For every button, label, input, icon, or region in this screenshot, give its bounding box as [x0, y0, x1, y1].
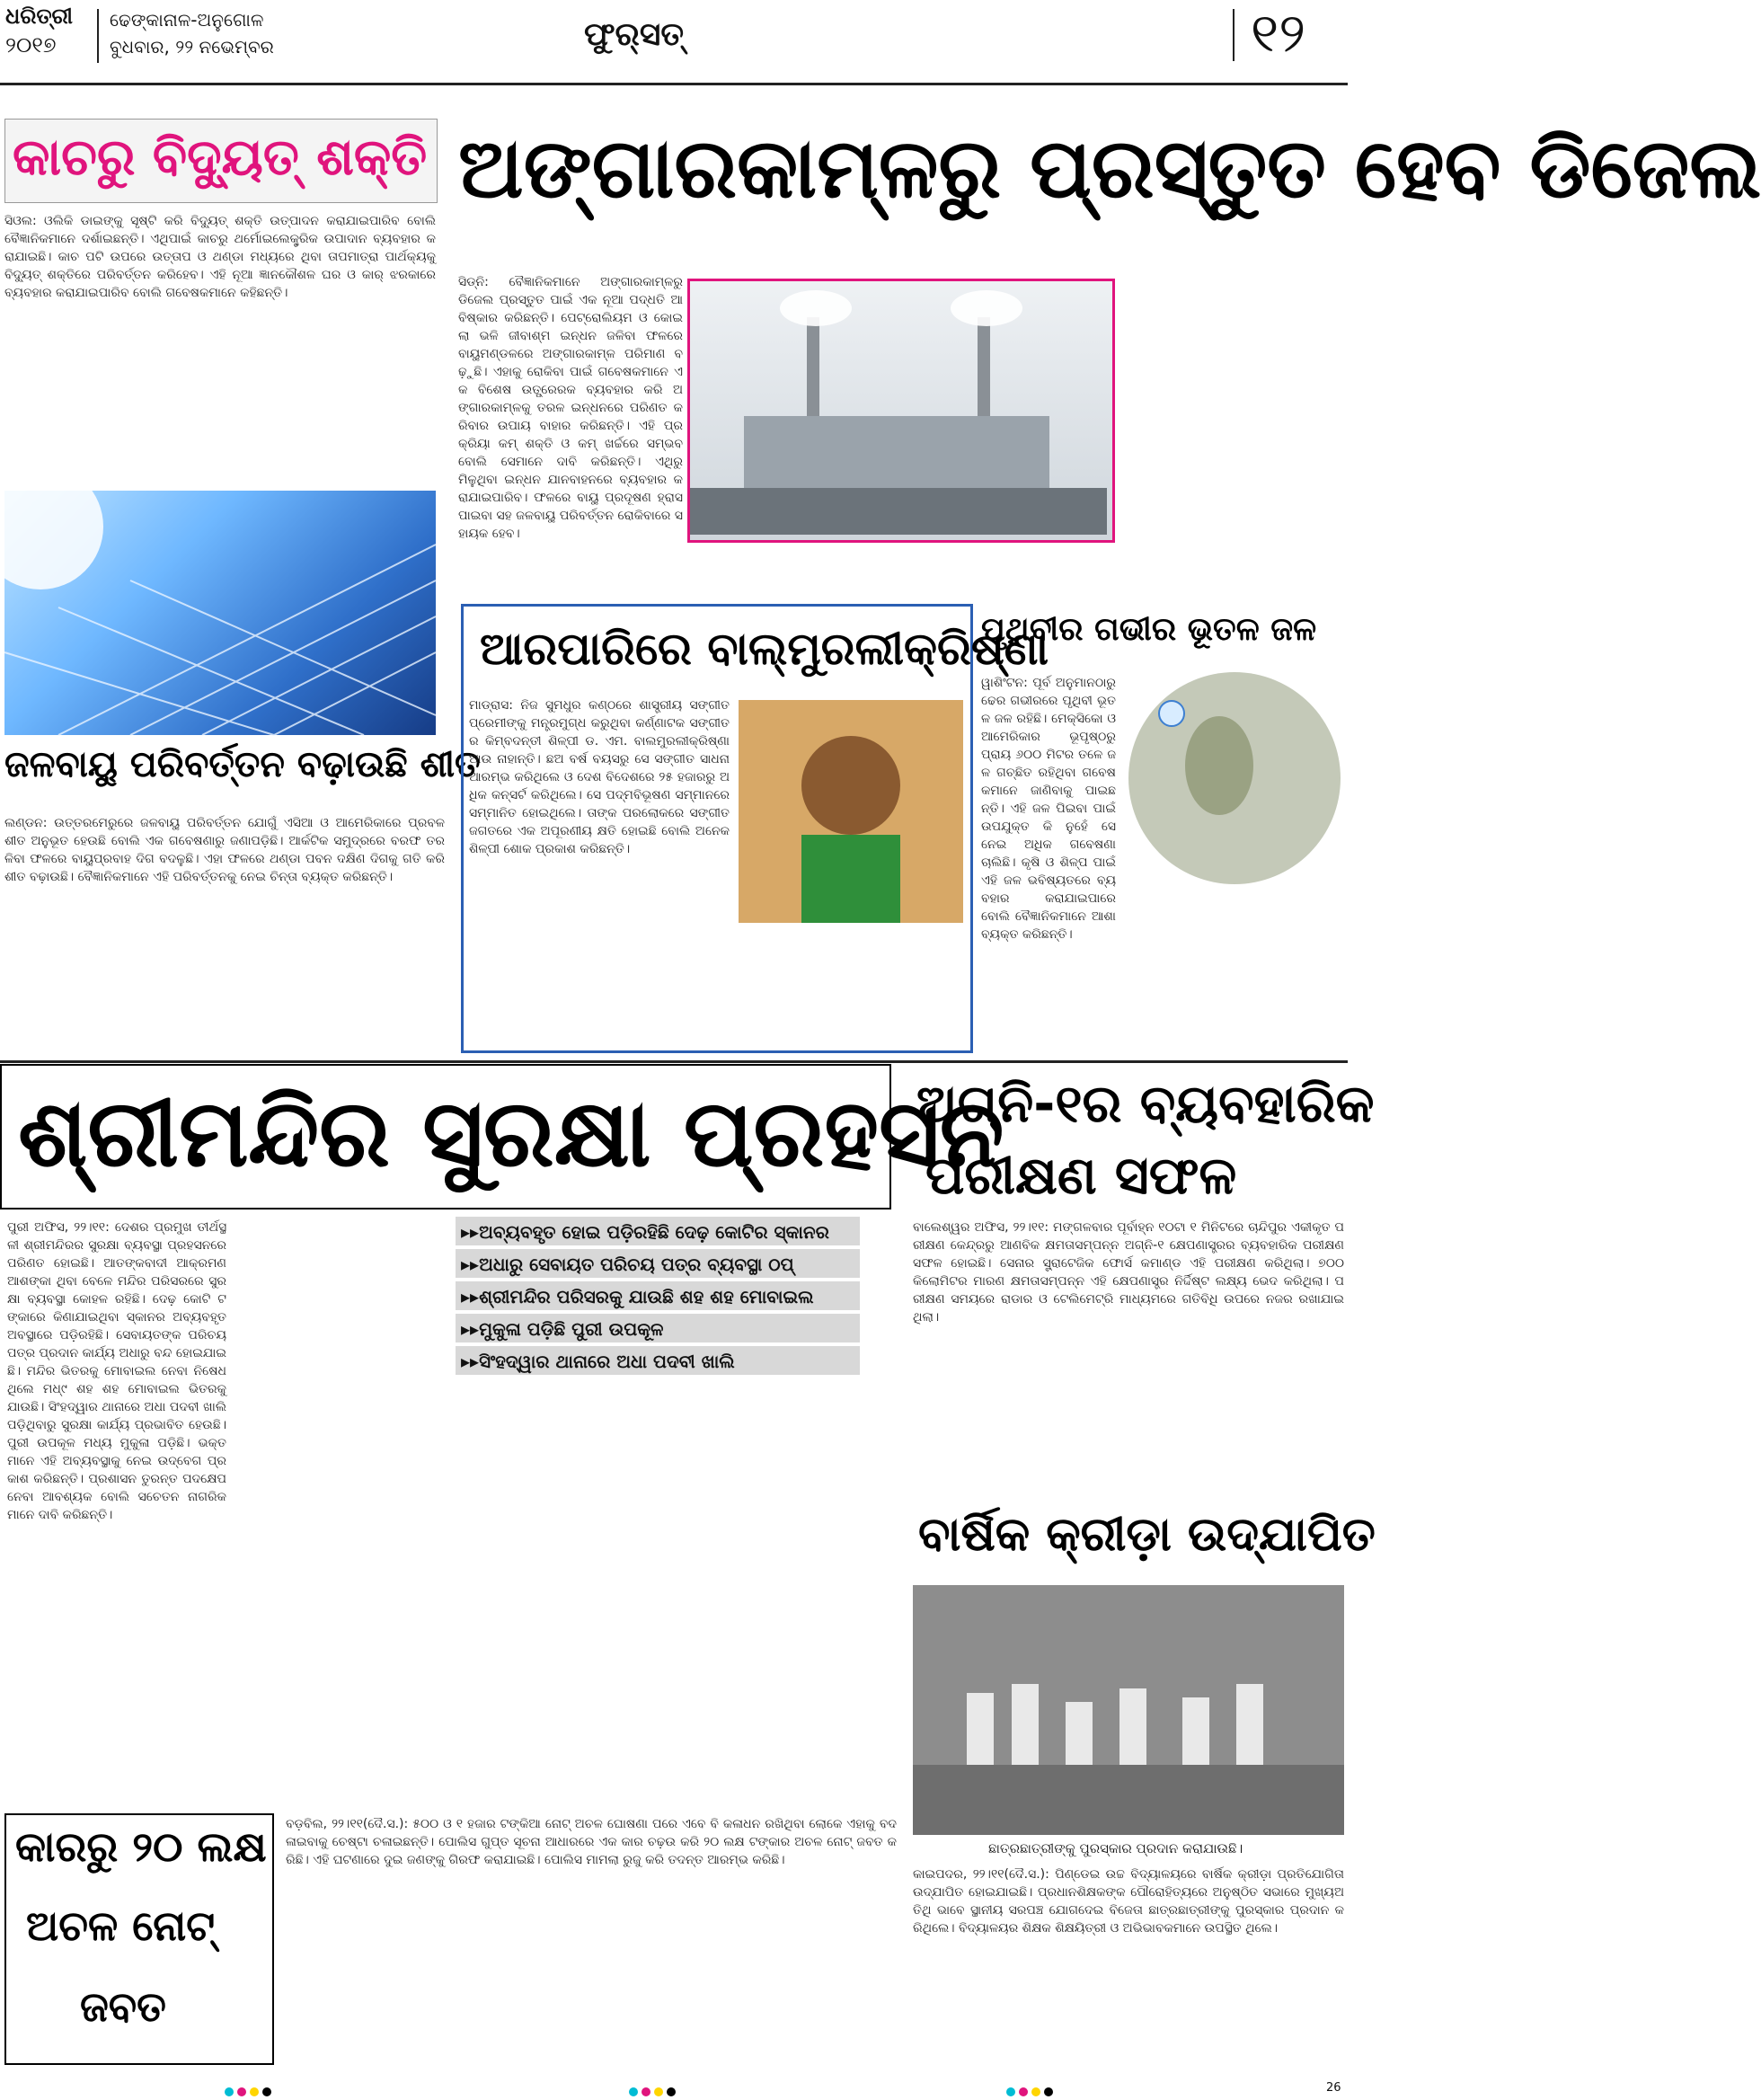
- article-agni: [907, 1064, 1375, 1513]
- article-body-col-3: [460, 1387, 667, 1794]
- article-body: ବାଲେଶ୍ୱର ଅଫିସ, ୨୨।୧୧: ମଙ୍ଗଳବାର ପୂର୍ବାହ୍ନ ୧୦ଟା ୧ ମିନିଟରେ ଚାନ୍ଦିପୁର ଏକୀକୃତ ପରୀକ୍ଷଣ କେନ୍ଦ୍ରରୁ ଆଣବିକ କ୍ଷମତାସମ୍ପନ୍ନ ଅଗ୍ନି-୧ କ୍ଷେପଣାସ୍ତ୍ରର ବ୍ୟବହାରିକ ପରୀକ୍ଷଣ ସଫଳ ହୋଇଛି। ସେନାର ସ୍ଟ୍ରାଟେଜିକ ଫୋର୍ସ କମାଣ୍ଡ ଏହି ପରୀକ୍ଷଣ କରିଥିଲା। ୭୦୦ କିଲୋମିଟର ମାରଣ କ୍ଷମତାସମ୍ପନ୍ନ ଏହି କ୍ଷେପଣାସ୍ତ୍ର ନିର୍ଦ୍ଦିଷ୍ଟ ଲକ୍ଷ୍ୟ ଭେଦ କରିଥିଲା। ପରୀକ୍ଷଣ ସମୟରେ ରାଡାର ଓ ଟେଲିମେଟ୍ରି ମାଧ୍ୟମରେ ଗତିବିଧି ଉପରେ ନଜର ରଖାଯାଇଥିଲା।: [913, 1220, 1344, 1325]
- headline-line-2: ଅଚଳ ନୋଟ୍: [26, 1901, 216, 1950]
- article-body-col-1: ସିଡ୍‌ନି: ବୈଜ୍ଞାନିକମାନେ ଅଙ୍ଗାରକାମ୍ଳରୁ ଡିଜେଲ ପ୍ରସ୍ତୁତ ପାଇଁ ଏକ ନୂଆ ପଦ୍ଧତି ଆବିଷ୍କାର କରିଛନ୍ତି। ପେଟ୍ରୋଲିୟମ ଓ କୋଇଲା ଭଳି ଜୀବାଶ୍ମ ଇନ୍ଧନ ଜଳିବା ଫଳରେ ବାୟୁମଣ୍ଡଳରେ ଅଙ୍ଗାରକାମ୍ଳ ପରିମାଣ ବଢ଼ୁଛି। ଏହାକୁ ରୋକିବା ପାଇଁ ଗବେଷକମାନେ ଏକ ବିଶେଷ ଉତ୍ପ୍ରେରକ ବ୍ୟବହାର କରି ଅଙ୍ଗାରକାମ୍ଳକୁ ତରଳ ଇନ୍ଧନରେ ପରିଣତ କରିବାର ଉପାୟ ବାହାର କରିଛନ୍ତି। ଏହି ପ୍ରକ୍ରିୟା କମ୍ ଶକ୍ତି ଓ କମ୍ ଖର୍ଚ୍ଚରେ ସମ୍ଭବ ବୋଲି ସେମାନେ ଦାବି କରିଛନ୍ତି। ଏଥିରୁ ମିଳୁଥିବା ଇନ୍ଧନ ଯାନବାହନରେ ବ୍ୟବହାର କରାଯାଇପାରିବ। ଫଳରେ ବାୟୁ ପ୍ରଦୂଷଣ ହ୍ରାସ ପାଇବା ସହ ଜଳବାୟୁ ପରିବର୍ତ୍ତନ ରୋକିବାରେ ସହାୟକ ହେବ।: [458, 275, 683, 541]
- headline: ବାର୍ଷିକ କ୍ରୀଡ଼ା ଉଦ୍‌ଯାପିତ: [918, 1508, 1376, 1562]
- article-body-col-1: ପୁରୀ ଅଫିସ, ୨୨।୧୧: ଦେଶର ପ୍ରମୁଖ ତୀର୍ଥସ୍ଥଳୀ ଶ୍ରୀମନ୍ଦିରର ସୁରକ୍ଷା ବ୍ୟବସ୍ଥା ପ୍ରହସନରେ ପରିଣତ ହୋଇଛି। ଆତଙ୍କବାଦୀ ଆକ୍ରମଣ ଆଶଙ୍କା ଥିବା ବେଳେ ମନ୍ଦିର ପରିସରରେ ସୁରକ୍ଷା ବ୍ୟବସ୍ଥା କୋହଳ ରହିଛି। ଦେଢ଼ କୋଟି ଟଙ୍କାରେ କିଣାଯାଇଥିବା ସ୍କାନର ଅବ୍ୟବହୃତ ଅବସ୍ଥାରେ ପଡ଼ିରହିଛି। ସେବାୟତଙ୍କ ପରିଚୟ ପତ୍ର ପ୍ରଦାନ କାର୍ଯ୍ୟ ଅଧାରୁ ବନ୍ଦ ହୋଇଯାଇଛି। ମନ୍ଦିର ଭିତରକୁ ମୋବାଇଲ ନେବା ନିଷେଧ ଥିଲେ ମଧ୍୯ ଶହ ଶହ ମୋବାଇଲ ଭିତରକୁ ଯାଉଛି। ସିଂହଦ୍ୱାର ଥାନାରେ ଅଧା ପଦବୀ ଖାଲି ପଡ଼ିଥିବାରୁ ସୁରକ୍ଷା କାର୍ଯ୍ୟ ପ୍ରଭାବିତ ହେଉଛି। ପୁରୀ ଉପକୂଳ ମଧ୍ୟ ମୁକୁଳା ପଡ଼ିଛି। ଭକ୍ତମାନେ ଏହି ଅବ୍ୟବସ୍ଥାକୁ ନେଇ ଉଦ୍‌ବେଗ ପ୍ରକାଶ କରିଛନ୍ତି। ପ୍ରଶାସନ ତୁରନ୍ତ ପଦକ୍ଷେପ ନେବା ଆବଶ୍ୟକ ବୋଲି ସଚେତନ ନାଗରିକମାନେ ଦାବି କରିଛନ୍ତି।: [7, 1220, 226, 1522]
- masthead: [0, 0, 1348, 85]
- headline-line-3: ଜବତ: [80, 1982, 166, 2031]
- headline-box: [0, 1064, 1004, 1209]
- section-divider: [0, 1060, 1348, 1063]
- article-body-col-2: [687, 543, 1110, 606]
- headline: ଶ୍ରୀମନ୍ଦିର ସୁରକ୍ଷା ପ୍ରହସନ: [18, 1078, 1004, 1188]
- page-number: ୧୨: [1251, 2, 1306, 65]
- earth-graphic: [1125, 667, 1344, 890]
- sports-photo: [913, 1585, 1344, 1835]
- headline-line-2: ପରୀକ୍ଷଣ ସଫଳ: [925, 1145, 1237, 1206]
- portrait-graphic: [739, 700, 963, 923]
- power-plant-graphic: [690, 281, 1107, 535]
- article-body: କାଇପଦର, ୨୨।୧୧(ଦୈ.ସ.): ପିଣ୍ଡେଇ ଉଚ୍ଚ ବିଦ୍ୟାଳୟରେ ବାର୍ଷିକ କ୍ରୀଡ଼ା ପ୍ରତିଯୋଗିତା ଉଦ୍‌ଯାପିତ ହୋଇଯାଇଛି। ପ୍ରଧାନଶିକ୍ଷକଙ୍କ ପୌରୋହିତ୍ୟରେ ଅନୁଷ୍ଠିତ ସଭାରେ ମୁଖ୍ୟଅତିଥି ଭାବେ ସ୍ଥାନୀୟ ସରପଞ୍ଚ ଯୋଗଦେଇ ବିଜେତା ଛାତ୍ରଛାତ୍ରୀଙ୍କୁ ପୁରସ୍କାର ପ୍ରଦାନ କରିଥିଲେ। ବିଦ୍ୟାଳୟର ଶିକ୍ଷକ ଶିକ୍ଷୟିତ୍ରୀ ଓ ଅଭିଭାବକମାନେ ଉପସ୍ଥିତ ଥିଲେ।: [913, 1867, 1344, 1936]
- article-groundwater: [981, 604, 1348, 1053]
- headline: ଜଳବାୟୁ ପରିବର୍ତ୍ତନ ବଢ଼ାଉଛି ଶୀତ: [4, 744, 481, 785]
- article-body: ବଡ଼ବିଲ, ୨୨।୧୧(ଦୈ.ସ.): ୫୦୦ ଓ ୧ ହଜାର ଟଙ୍କିଆ ନୋଟ୍ ଅଚଳ ଘୋଷଣା ପରେ ଏବେ ବି କଳାଧନ ରଖିଥିବା ଲୋକେ ଏହାକୁ ବଦଳାଇବାକୁ ଚେଷ୍ଟା ଚଳାଇଛନ୍ତି। ପୋଲିସ ଗୁପ୍ତ ସୂଚନା ଆଧାରରେ ଏକ କାର ଚଢ଼ଉ କରି ୨୦ ଲକ୍ଷ ଟଙ୍କାର ଅଚଳ ନୋଟ୍ ଜବତ କରିଛି। ଏହି ଘଟଣାରେ ଦୁଇ ଜଣଙ୍କୁ ଗିରଫ କରାଯାଇଛି। ପୋଲିସ ମାମଲା ରୁଜୁ କରି ତଦନ୍ତ ଆରମ୍ଭ କରିଛି।: [286, 1817, 897, 1867]
- headline-box: [4, 119, 438, 203]
- section-title: ଫୁର୍‌ସତ୍‌: [584, 16, 684, 53]
- double-chevron-icon: ▸▸: [461, 1351, 480, 1372]
- double-chevron-icon: ▸▸: [461, 1318, 480, 1340]
- bullet-3: ▸▸ଶ୍ରୀମନ୍ଦିର ପରିସରକୁ ଯାଉଛି ଶହ ଶହ ମୋବାଇଲ: [456, 1281, 860, 1312]
- year: ୨୦୧୭: [5, 32, 57, 58]
- solar-panel-photo: [4, 491, 436, 735]
- solar-panel-graphic: [4, 491, 436, 735]
- double-chevron-icon: ▸▸: [461, 1286, 480, 1307]
- article-body-col-2: [235, 1218, 451, 1794]
- article-power-from-glass: [0, 119, 440, 735]
- bullet-4: ▸▸ମୁକୁଳା ପଡ଼ିଛି ପୁରୀ ଉପକୂଳ: [456, 1314, 860, 1344]
- headline: କାଚରୁ ବିଦ୍ୟୁତ୍ ଶକ୍ତି: [13, 128, 428, 187]
- article-diesel-from-coal: [449, 119, 1761, 618]
- headline-line-1: କାରରୁ ୨୦ ଲକ୍ଷ: [15, 1822, 267, 1871]
- headline: ପୃଥିବୀର ଗଭୀର ଭୂତଳ ଜଳ: [981, 611, 1317, 648]
- article-body: ମାଡ୍ରାସ: ନିଜ ସୁମଧୁର କଣ୍ଠରେ ଶାସ୍ତ୍ରୀୟ ସଙ୍ଗୀତ ପ୍ରେମୀଙ୍କୁ ମନ୍ତ୍ରମୁଗ୍ଧ କରୁଥିବା କର୍ଣ୍ଣାଟକ ସଙ୍ଗୀତର କିମ୍ବଦନ୍ତୀ ଶିଳ୍ପୀ ଡ. ଏମ. ବାଲମୁରଲୀକ୍ରିଷ୍ଣା ଆଉ ନାହାନ୍ତି। ଛଅ ବର୍ଷ ବୟସରୁ ସେ ସଙ୍ଗୀତ ସାଧନା ଆରମ୍ଭ କରିଥିଲେ ଓ ଦେଶ ବିଦେଶରେ ୨୫ ହଜାରରୁ ଅଧିକ କନ୍‌ସର୍ଟ କରିଥିଲେ। ସେ ପଦ୍ମବିଭୂଷଣ ସମ୍ମାନରେ ସମ୍ମାନିତ ହୋଇଥିଲେ। ତାଙ୍କ ପରଲୋକରେ ସଙ୍ଗୀତ ଜଗତରେ ଏକ ଅପୂରଣୀୟ କ୍ଷତି ହୋଇଛି ବୋଲି ଅନେକ ଶିଳ୍ପୀ ଶୋକ ପ୍ରକାଶ କରିଛନ୍ତି।: [469, 698, 730, 856]
- article-body-col-4: [676, 1387, 896, 1794]
- headline: ଅଙ୍ଗାରକାମ୍ଳରୁ ପ୍ରସ୍ତୁତ ହେବ ଡିଜେଲ: [458, 120, 1761, 217]
- registration-marks: [225, 2083, 275, 2100]
- double-chevron-icon: ▸▸: [461, 1221, 480, 1243]
- earth-photo: [1125, 667, 1344, 890]
- article-body-col-1: ୱାଶିଂଟନ: ପୂର୍ବ ଅନୁମାନଠାରୁ ଢେର ଗଭୀରରେ ପୃଥିବୀ ଭୂତଳ ଜଳ ରହିଛି। ମେକ୍ସିକୋ ଓ ଆମେରିକାର ଭୂପୃଷ୍ଠରୁ ପ୍ରାୟ ୬୦୦ ମିଟର ତଳେ ଜଳ ଗଚ୍ଛିତ ରହିଥିବା ଗବେଷକମାନେ ଜାଣିବାକୁ ପାଇଛନ୍ତି। ଏହି ଜଳ ପିଇବା ପାଇଁ ଉପଯୁକ୍ତ କି ନୁହେଁ ସେ ନେଇ ଅଧିକ ଗବେଷଣା ଚାଲିଛି। କୃଷି ଓ ଶିଳ୍ପ ପାଇଁ ଏହି ଜଳ ଭବିଷ୍ୟତରେ ବ୍ୟବହାର କରାଯାଇପାରେ ବୋଲି ବୈଜ୍ଞାନିକମାନେ ଆଶା ବ୍ୟକ୍ତ କରିଛନ୍ତି।: [981, 676, 1116, 942]
- double-chevron-icon: ▸▸: [461, 1254, 480, 1275]
- article-body: ଲଣ୍ଡନ: ଉତ୍ତରମେରୁରେ ଜଳବାୟୁ ପରିବର୍ତ୍ତନ ଯୋଗୁଁ ଏସିଆ ଓ ଆମେରିକାରେ ପ୍ରବଳ ଶୀତ ଅନୁଭୂତ ହେଉଛି ବୋଲି ଏକ ଗବେଷଣାରୁ ଜଣାପଡ଼ିଛି। ଆର୍କଟିକ ସମୁଦ୍ରରେ ବରଫ ତରଳିବା ଫଳରେ ବାୟୁପ୍ରବାହ ଦିଗ ବଦଳୁଛି। ଏହା ଫଳରେ ଥଣ୍ଡା ପବନ ଦକ୍ଷିଣ ଦିଗକୁ ଗତି କରି ଶୀତ ବଢ଼ାଉଛି। ବୈଜ୍ଞାନିକମାନେ ଏହି ପରିବର୍ତ୍ତନକୁ ନେଇ ଚିନ୍ତା ବ୍ୟକ୍ତ କରିଛନ୍ତି।: [4, 816, 445, 884]
- issue-date: ବୁଧବାର, ୨୨ ନଭେମ୍ବର: [110, 36, 274, 58]
- bullet-1: ▸▸ଅବ୍ୟବହୃତ ହୋଇ ପଡ଼ିରହିଛି ଦେଢ଼ କୋଟିର ସ୍କାନର: [456, 1217, 860, 1247]
- paper-name: ଧରିତ୍ରୀ: [5, 4, 73, 29]
- registration-marks: [629, 2083, 679, 2100]
- bullet-5: ▸▸ସିଂହଦ୍ୱାର ଥାନାରେ ଅଧା ପଦବୀ ଖାଲି: [456, 1346, 860, 1377]
- page-marker: 26: [1326, 2081, 1341, 2095]
- headline: ଆରପାରିରେ ବାଲ୍‌ମୁରଲୀକ୍ରିଷ୍ଣା: [480, 623, 1049, 675]
- power-plant-photo: [687, 279, 1115, 543]
- registration-marks: [1006, 2083, 1057, 2100]
- article-body: ସିଓଲ: ଓଲିକି ଡାଇଙ୍କୁ ସୃଷ୍ଟି କରି ବିଦ୍ୟୁତ୍ ଶକ୍ତି ଉତ୍ପାଦନ କରାଯାଇପାରିବ ବୋଲି ବୈଜ୍ଞାନିକମାନେ ଦର୍ଶାଇଛନ୍ତି। ଏଥିପାଇଁ କାଚରୁ ଥର୍ମୋଇଲେକ୍ଟ୍ରିକ ଉପାଦାନ ବ୍ୟବହାର କରାଯାଇଛି। କାଚ ପଟି ଉପରେ ଉତ୍ତାପ ଓ ଥଣ୍ଡା ମଧ୍ୟରେ ଥିବା ତାପମାତ୍ରା ପାର୍ଥକ୍ୟକୁ ବିଦ୍ୟୁତ୍ ଶକ୍ତିରେ ପରିବର୍ତ୍ତନ କରିହେବ। ଏହି ନୂଆ ଜ୍ଞାନକୌଶଳ ଘର ଓ କାର୍ ଝରକାରେ ବ୍ୟବହାର କରାଯାଇପାରିବ ବୋଲି ଗବେଷକମାନେ କହିଛନ୍ତି।: [4, 214, 436, 300]
- bullet-2: ▸▸ଅଧାରୁ ସେବାୟତ ପରିଚୟ ପତ୍ର ବ୍ୟବସ୍ଥା ଠପ୍: [456, 1249, 860, 1280]
- article-body-col-2: [739, 930, 965, 1038]
- edition: ଢେଙ୍କାନାଳ-ଅନୁଗୋଳ: [110, 9, 264, 31]
- article-srimandir: [0, 1064, 1004, 1805]
- sports-graphic: [913, 1585, 1344, 1835]
- footer: [0, 2081, 1348, 2098]
- article-body-col-2: [981, 956, 1344, 1046]
- article-notes-seized: [0, 1806, 903, 2076]
- article-sports: [907, 1488, 1376, 2081]
- headline-line-1: ଅଗ୍ନି-୧ର ବ୍ୟବହାରିକ: [916, 1073, 1375, 1134]
- article-body-col-3: [1119, 273, 1343, 606]
- photo-caption: ଛାତ୍ରଛାତ୍ରୀଙ୍କୁ ପୁରସ୍କାର ପ୍ରଦାନ କରାଯାଉଛି।: [988, 1840, 1243, 1856]
- portrait-photo: [739, 700, 963, 923]
- headline-box: [4, 1813, 274, 2065]
- article-climate-cold: [0, 739, 481, 1075]
